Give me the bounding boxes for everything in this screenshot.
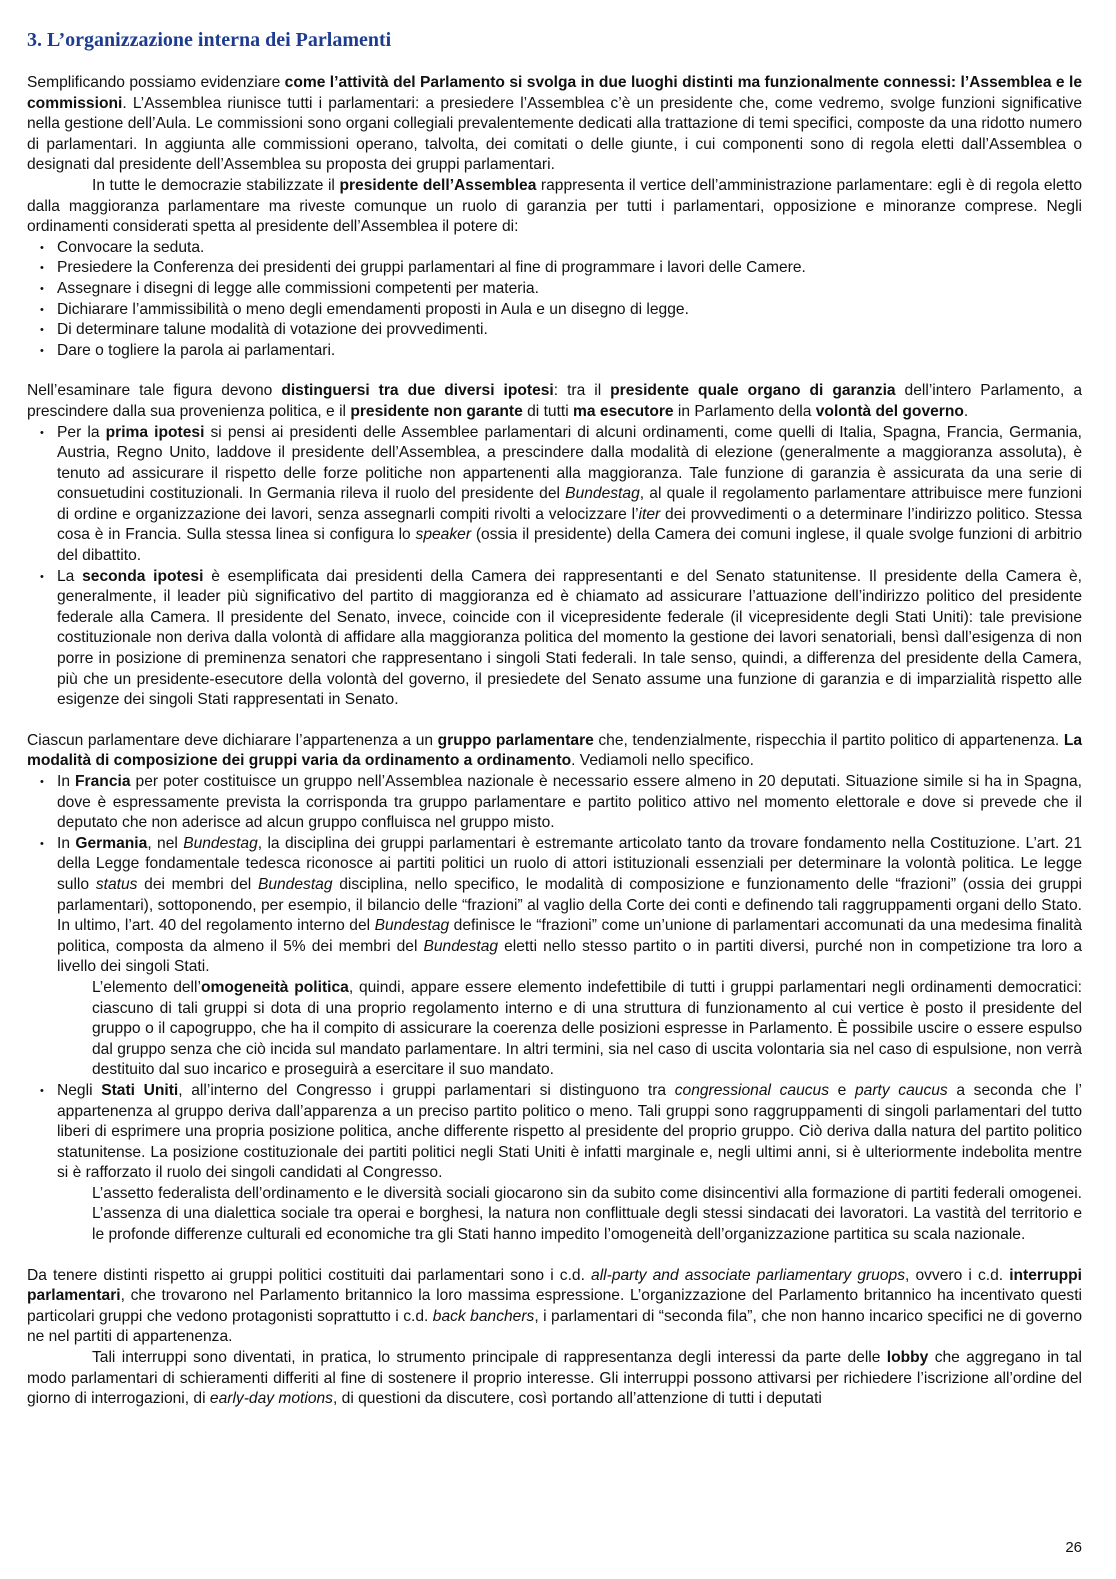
list-item: • Dare o togliere la parola ai parlamentari.	[27, 341, 1082, 362]
list-item: • Convocare la seduta.	[27, 238, 1082, 259]
germany-sub-paragraph: L’elemento dell’omogeneità politica, quindi, appare essere elemento indefettibile di tutti i gruppi parlamentari negli ordinamenti democratici: ciascuno di tali gruppi si dota di una proprio regolamento interno e di una struttura di funzionamento al cui vertice è posto il presidente del gruppo o il capogruppo, che ha il compito di assicurare la coerenza delle posizioni espresse in Parlamento. È possibile uscire o essere espulso dal gruppo senza che ciò incida sul mandato parlamentare. In altri termini, sia nel caso di uscita volontaria sia nel caso di espulsione, non verrà destituito dal suo incarico e proseguirà a esercitare il suo mandato.	[92, 978, 1082, 1079]
section-title: 3. L’organizzazione interna dei Parlamenti	[27, 29, 392, 51]
interruppi-paragraph: Da tenere distinti rispetto ai gruppi politici costituiti dai parlamentari sono i c.d. all-party and associate parliamentary gruops, ovvero i c.d. interruppi parlamentari, che trovarono nel Parlamento britannico la loro massima espressione. L’organizzazione del Parlamento britannico ha incentivato questi particolari gruppi che vedono protagonisti soprattutto i c.d. back banchers, i parlamentari di “seconda fila”, che non hanno incarico specifici ne di governo ne nel partiti di appartenenza.	[27, 1266, 1082, 1346]
germany-list	[27, 834, 1082, 978]
list-item-first-hypothesis: • Per la prima ipotesi si pensi ai presidenti delle Assemblee parlamentari di alcuni ordinamenti, come quelli di Italia, Spagna, Francia, Germania, Austria, Regno Unito, laddove il presidente dell’Assemblea, a prescindere dalla modalità di elezione (generalmente a maggioranza assoluta), è tenuto ad assicurare il rispetto delle forze politiche non appartenenti alla maggioranza. Tale funzione di garanzia è assicurata da una serie di consuetudini costituzionali. In Germania rileva il ruolo del presidente del Bundestag, al quale il regolamento parlamentare attribuisce mere funzioni di ordine e organizzazione dei lavori, senza assegnarli compiti rivolti a velocizzare l’iter dei provvedimenti o a determinare l’indirizzo politico. Stessa cosa è in Francia. Sulla stessa linea si configura lo speaker (ossia il presidente) della Camera dei comuni inglese, il quale svolge funzioni di arbitrio del dibattito.	[27, 423, 1082, 567]
list-item-second-hypothesis: • La seconda ipotesi è esemplificata dai presidenti della Camera dei rappresentanti e del Senato statunitense. Il presidente della Camera è, generalmente, il leader più significativo del partito di maggioranza ed è chiamato ad assicurare l’attuazione dell’indirizzo politico del presidente federale alla Camera. Il presidente del Senato, invece, coincide con il vicepresidente federale (il vicepresidente degli Stati Uniti): tale previsione costituzionale non deriva dalla volontà di affidare alla maggioranza politica del momento la gestione dei lavori senatoriali, bensì dall’esigenza di non porre in posizione di preminenza senatori che rappresentano i singoli Stati federali. In tale senso, quindi, a differenza del presidente della Camera, più che un presidente-esecutore della volontà del governo, il presiedete del Senato assume una funzione di garanzia e di imparzialità rispetto alle esigenze dei singoli Stati rappresentati in Senato.	[27, 567, 1082, 711]
list-item-france: • In Francia per poter costituisce un gruppo nell’Assemblea nazionale è necessario essere almeno in 20 deputati. Situazione simile si ha in Spagna, dove è espressamente prevista la corrisponda tra gruppo parlamentare e partito politico attivo nel momento elettorale e dove si prevede che il deputato che non aderisce ad alcun gruppo confluisca nel gruppo misto.	[27, 772, 1082, 834]
list-item-usa: • Negli Stati Uniti, all’interno del Congresso i gruppi parlamentari si distinguono tra congressional caucus e party caucus a seconda che l’ appartenenza al gruppo deriva dall’apparenza a un preciso partito politico o meno. Tali gruppi sono raggruppamenti di singoli parlamentari del tutto liberi di esprimere una propria posizione politica, anche differente rispetto al presidente del proprio gruppo. Ciò deriva dalla natura del partito politico statunitense. La posizione costituzionale dei partiti politici negli Stati Uniti è infatti marginale e, negli ultimi anni, si è ulteriormente indebolita mentre si è rafforzato il ruolo dei singoli candidati al Congresso.	[27, 1081, 1082, 1184]
intro-paragraph: Semplificando possiamo evidenziare come l’attività del Parlamento si svolga in due luoghi distinti ma funzionalmente connessi: l’Assemblea e le commissioni. L’Assemblea riunisce tutti i parlamentari: a presiedere l’Assemblea c’è un presidente che, come vedremo, svolge funzioni significative nella gestione dell’Aula. Le commissioni sono organi collegiali prevalentemente dedicati alla trattazione di temi specifici, composte da una ridotto numero di parlamentari. In aggiunta alle commissioni operano, talvolta, dei comitati o delle giunte, i cui componenti sono di regola eletti dall’Assemblea o designati dal presidente dell’Assemblea su proposta dei gruppi parlamentari.	[27, 74, 1082, 174]
list-item: • Assegnare i disegni di legge alle commissioni competenti per materia.	[27, 279, 1082, 300]
list-item: • Presiedere la Conferenza dei presidenti dei gruppi parlamentari al fine di programmare i lavori delle Camere.	[27, 258, 1082, 279]
list-item: • Dichiarare l’ammissibilità o meno degli emendamenti proposti in Aula e un disegno di legge.	[27, 300, 1082, 321]
president-paragraph: In tutte le democrazie stabilizzate il presidente dell’Assemblea rappresenta il vertice dell’amministrazione parlamentare: egli è di regola eletto dalla maggioranza parlamentare ma riveste comunque un ruolo di garanzia per tutti i parlamentari, opposizione e minoranze comprese. Negli ordinamenti considerati spetta al presidente dell’Assemblea il potere di:	[27, 176, 1082, 236]
groups-paragraph: Ciascun parlamentare deve dichiarare l’appartenenza a un gruppo parlamentare che, tendenzialmente, rispecchia il partito politico di appartenenza. La modalità di composizione dei gruppi varia da ordinamento a ordinamento. Vediamoli nello specifico.	[27, 731, 1083, 770]
president-powers-list	[27, 238, 1082, 362]
list-item-germany: • In Germania, nel Bundestag, la disciplina dei gruppi parlamentari è estremante articolato tanto da trovare fondamento nella Costituzione. L’art. 21 della Legge fondamentale tedesca riconosce ai partiti politici un ruolo di attori istituzionali essenziali per determinare la volontà politica. Le legge sullo status dei membri del Bundestag disciplina, nello specifico, le modalità di composizione e funzionamento delle “frazioni” (ossia dei gruppi parlamentari), sottoponendo, per esempio, il bilancio delle “frazioni” al vaglio della Corte dei conti e definendo tali raggruppamenti organi dello Stato. In ultimo, l’art. 40 del regolamento interno del Bundestag definisce le “frazioni” come un’unione di parlamentari accomunati da una medesima finalità politica, composta da almeno il 5% dei membri del Bundestag eletti nello stesso partito o in partiti diversi, purché non in competizione tra loro a livello dei singoli Stati.	[27, 834, 1082, 978]
hypotheses-paragraph: Nell’esaminare tale figura devono distinguersi tra due diversi ipotesi: tra il presidente quale organo di garanzia dell’intero Parlamento, a prescindere dalla sua provenienza politica, e il presidente non garante di tutti ma esecutore in Parlamento della volontà del governo.	[27, 382, 1082, 420]
usa-sub-paragraph: L’assetto federalista dell’ordinamento e le diversità sociali giocarono sin da subito come disincentivi alla formazione di partiti federali omogenei. L’assenza di una dialettica sociale tra operai e borghesi, la natura non conflittuale degli stessi sindacati dei lavoratori. La vastità del territorio e le profonde differenze culturali ed economiche tra gli Stati hanno impedito l’omogeneità dell’organizzazione partitica su scala nazionale.	[92, 1184, 1082, 1244]
france-list	[27, 772, 1082, 834]
lobby-paragraph: Tali interruppi sono diventati, in pratica, lo strumento principale di rappresentanza degli interessi da parte delle lobby che aggregano in tal modo parlamentari di schieramenti differiti al fine di sostenere il proprio interesse. Gli interruppi possono attivarsi per richiedere l’iscrizione all’ordine del giorno di interrogazioni, di early-day motions, di questioni da discutere, così portando all’attenzione di tutti i deputati	[27, 1349, 1083, 1408]
page-content	[27, 73, 1082, 1410]
usa-list	[27, 1081, 1082, 1184]
hypotheses-list	[27, 423, 1082, 711]
list-item: • Di determinare talune modalità di votazione dei provvedimenti.	[27, 320, 1082, 341]
page-number: 26	[1065, 1539, 1082, 1556]
